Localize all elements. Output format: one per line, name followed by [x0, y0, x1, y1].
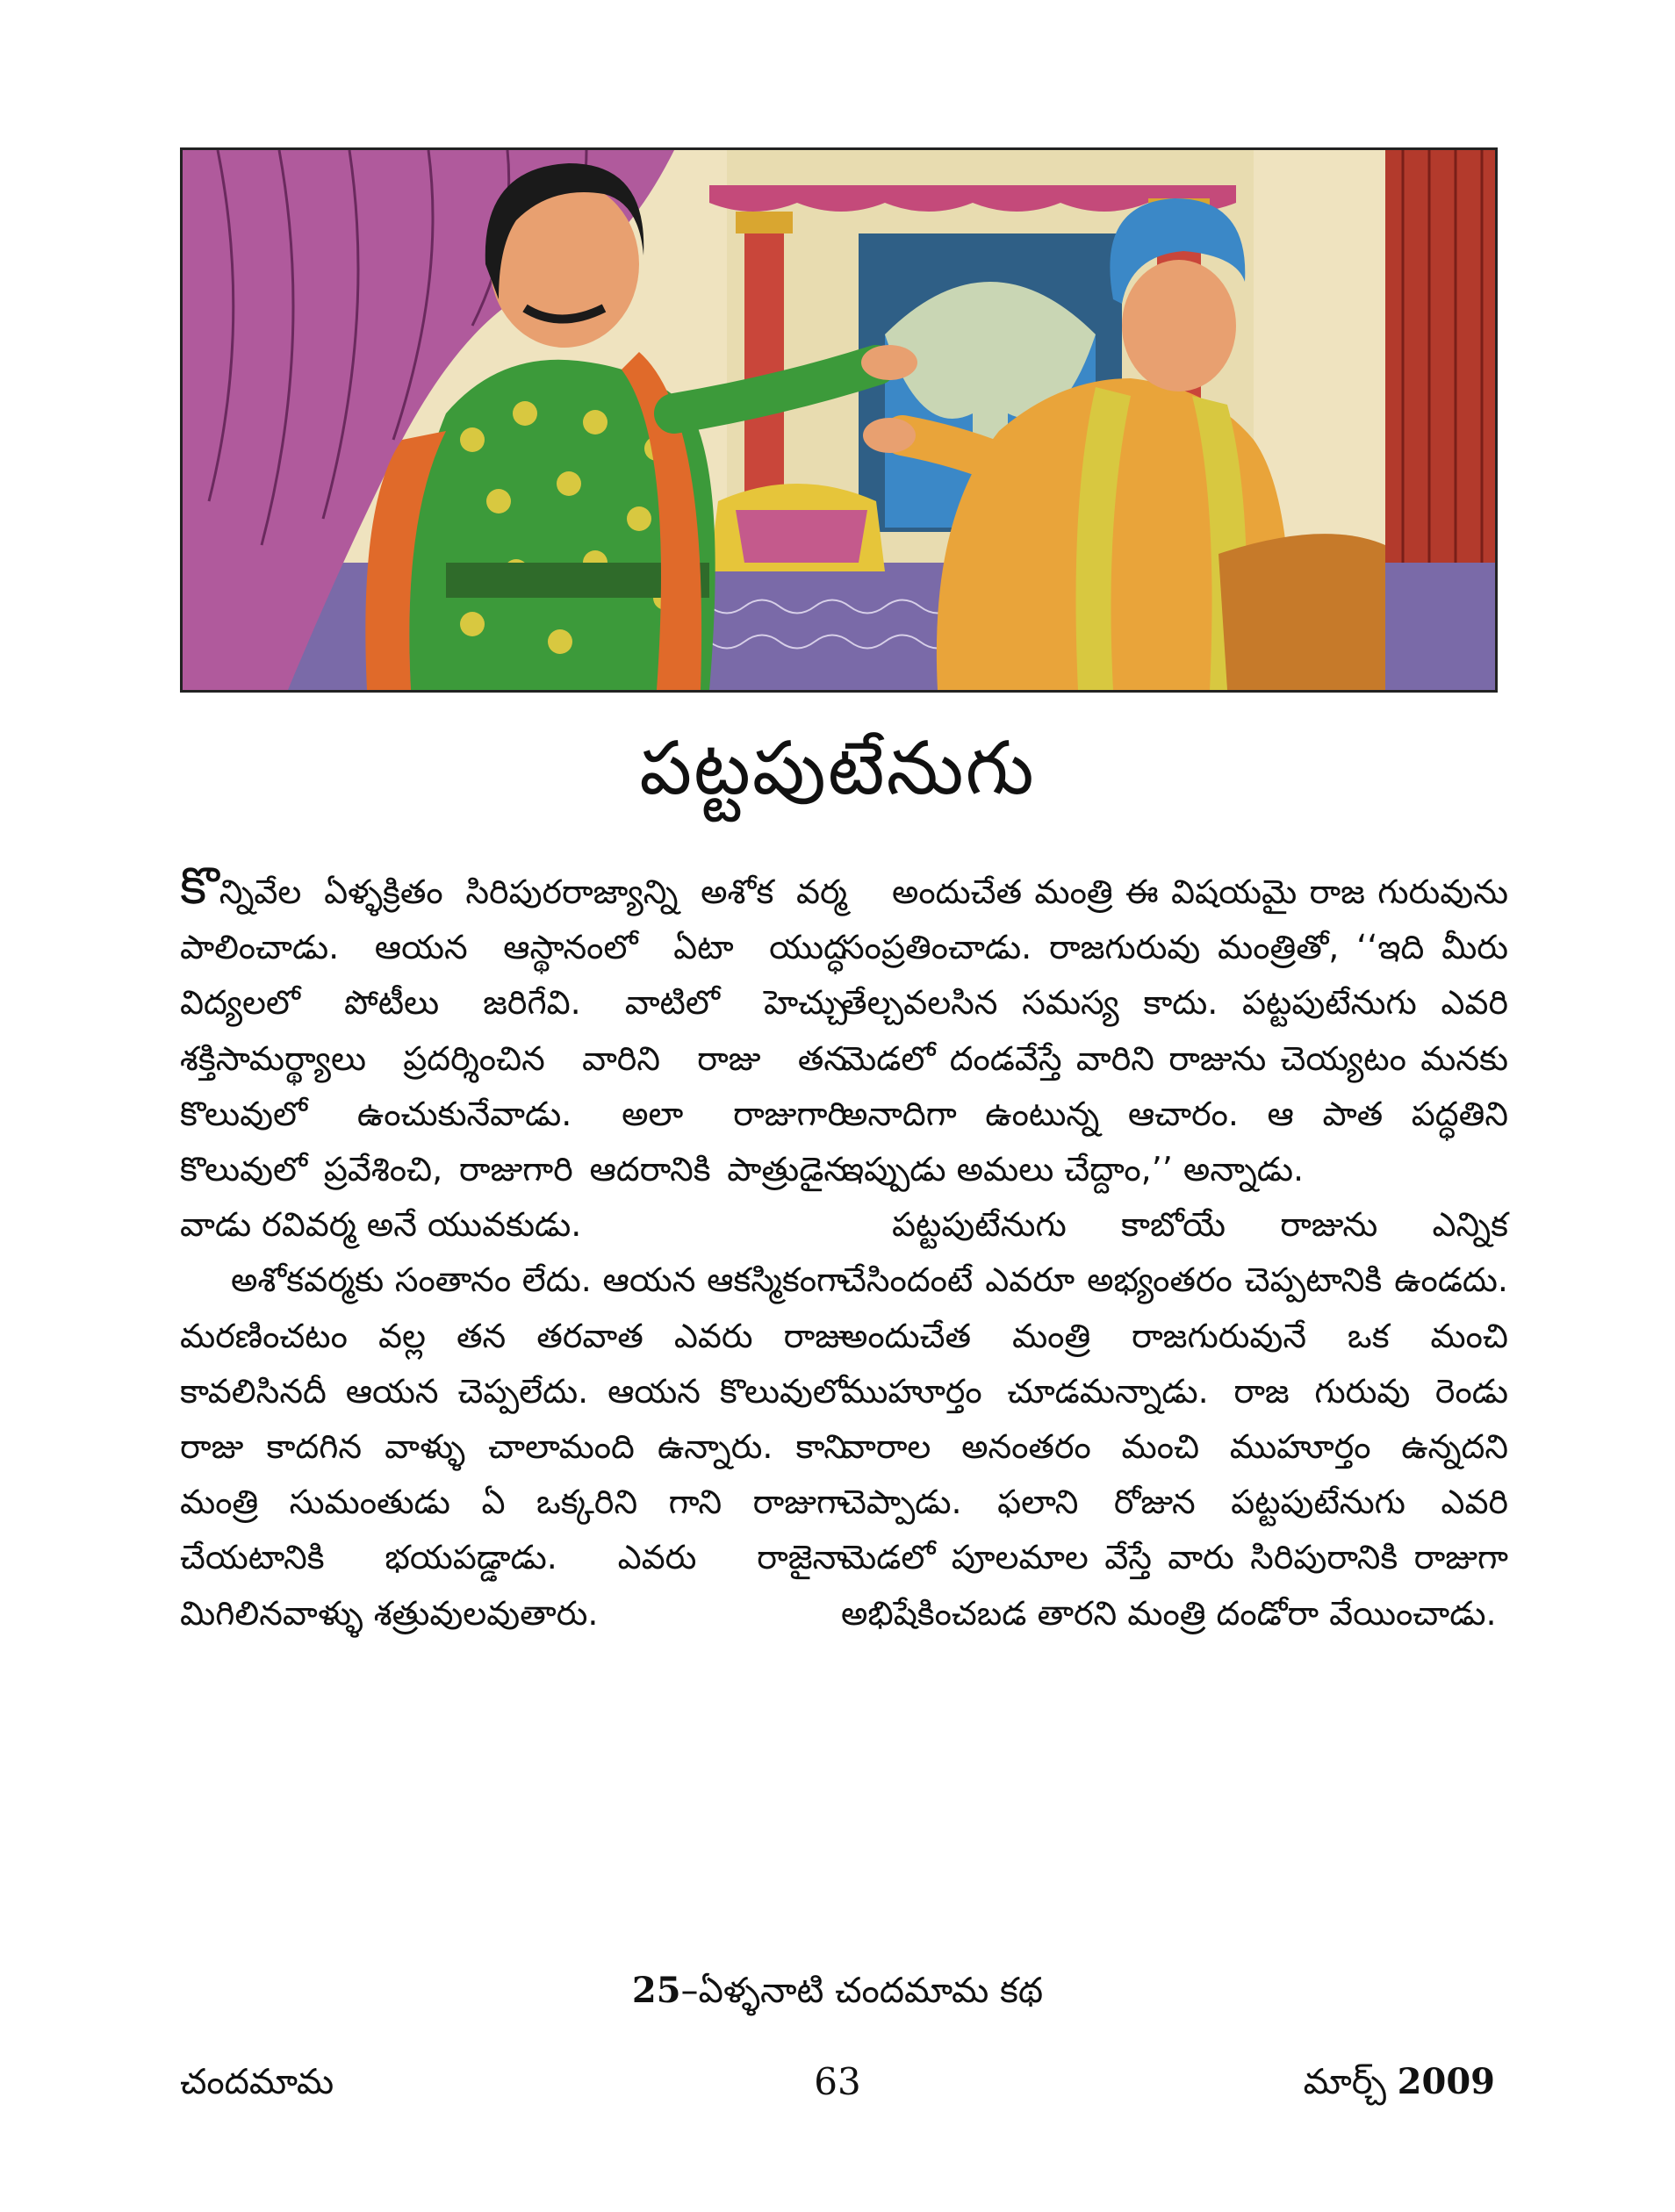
left-text-column [180, 856, 847, 1641]
issue-year: 2009 [1397, 2061, 1495, 2102]
paragraph: అశోకవర్మకు సంతానం లేదు. ఆయన ఆకస్మికంగా మరణించటం వల్ల తన తరవాత ఎవరు రాజు కావలిసినదీ ఆయన చెప్పలేదు. ఆయన కొలువులో రాజు కాదగిన వాళ్ళు చాలామంది ఉన్నారు. కాని మంత్రి సుమంతుడు ఏ ఒక్కరిని గాని రాజుగా చేయటానికి భయపడ్డాడు. ఎవరు రాజైనా మిగిలినవాళ్ళు శత్రువులవుతారు. [180, 1260, 847, 1633]
series-text: –ఏళ్ళనాటి చందమామ కథ [680, 1971, 1044, 2011]
right-text-column [841, 865, 1508, 1641]
paragraph-text: న్నివేల ఏళ్ళక్రితం సిరిపురరాజ్యాన్ని అశోక వర్మ పాలించాడు. ఆయన ఆస్థానంలో ఏటా యుద్ధ విద్యలలో పోటీలు జరిగేవి. వాటిలో హెచ్చు శక్తిసామర్థ్యాలు ప్రదర్శించిన వారిని రాజు తన కొలువులో ఉంచుకునేవాడు. అలా రాజుగారి కొలువులో ప్రవేశించి, రాజుగారి ఆదరానికి పాత్రుడైన వాడు రవివర్మ అనే యువకుడు. [180, 873, 847, 1245]
drop-cap: కొ [180, 856, 219, 916]
series-caption [0, 1964, 1675, 2017]
paragraph [180, 856, 847, 1253]
palace-conversation-illustration [183, 150, 1495, 690]
story-illustration [180, 147, 1498, 693]
magazine-name: చందమామ [180, 2062, 334, 2102]
paragraph: పట్టపుటేనుగు కాబోయే రాజును ఎన్నిక చేసిందంటే ఎవరూ అభ్యంతరం చెప్పటానికి ఉండదు. అందుచేత మంత్రి రాజగురువునే ఒక మంచి ముహూర్తం చూడమన్నాడు. రాజ గురువు రెండు వారాల అనంతరం మంచి ముహూర్తం ఉన్నదని చెప్పాడు. ఫలాని రోజున పట్టపుటేనుగు ఎవరి మెడలో పూలమాల వేస్తే వారు సిరిపురానికి రాజుగా అభిషేకించబడ తారని మంత్రి దండోరా వేయించాడు. [841, 1205, 1508, 1633]
series-number: 25 [631, 1970, 681, 2011]
paragraph: అందుచేత మంత్రి ఈ విషయమై రాజ గురువును సంప్రతించాడు. రాజగురువు మంత్రితో, ‘‘ఇది మీరు తేల్చవలసిన సమస్య కాదు. పట్టపుటేనుగు ఎవరి మెడలో దండవేస్తే వారిని రాజును చెయ్యటం మనకు అనాదిగా ఉంటున్న ఆచారం. ఆ పాత పద్ధతిని ఇప్పుడు అమలు చేద్దాం,’’ అన్నాడు. [841, 873, 1508, 1189]
page-number: 63 [814, 2060, 861, 2103]
issue-date [1304, 2056, 1495, 2108]
issue-month: మార్చ్ [1303, 2062, 1386, 2102]
story-title: పట్టపుటేనుగు [639, 725, 1036, 811]
